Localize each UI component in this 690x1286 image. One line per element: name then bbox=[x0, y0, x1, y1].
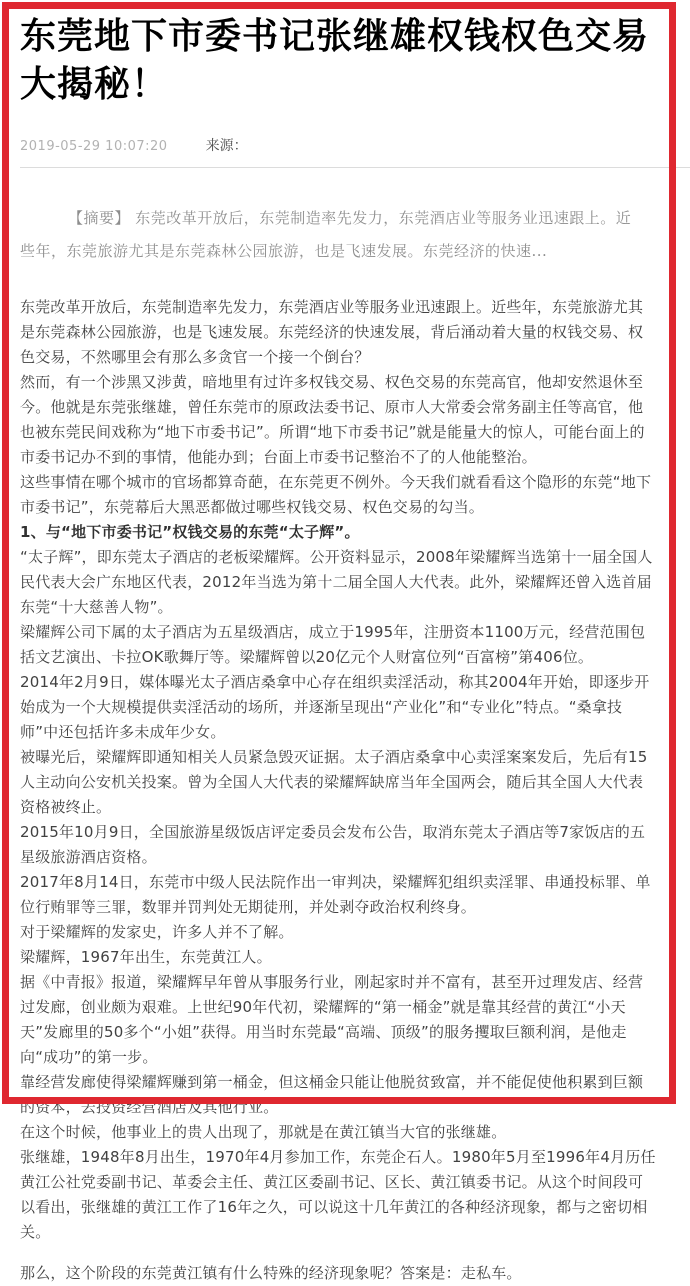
article-paragraph: 据《中青报》报道，梁耀辉早年曾从事服务行业，刚起家时并不富有，甚至开过理发店、经营过发廊，创业颇为艰难。上世纪90年代初，梁耀辉的“第一桶金”就是靠其经营的黄江“小天天”发廊里的50多个“小姐”获得。用当时东莞最“高端、顶级”的服务攫取巨额利润，是他走向“成功”的第一步。 bbox=[20, 973, 644, 1066]
article-paragraph: 2017年8月14日，东莞市中级人民法院作出一审判决，梁耀辉犯组织卖淫罪、串通投标罪、单位行贿罪等三罪，数罪并罚判处无期徒刑，并处剥夺政治权利终身。 bbox=[20, 873, 651, 916]
article-paragraph: 被曝光后，梁耀辉即通知相关人员紧急毁灭证据。太子酒店桑拿中心卖淫案案发后，先后有15人主动向公安机关投案。曾为全国人大代表的梁耀辉缺席当年全国两会，随后其全国人大代表资格被终止。 bbox=[20, 748, 648, 816]
page-title: 东莞地下市委书记张继雄权钱权色交易大揭秘！ bbox=[20, 16, 650, 105]
article-paragraph: “太子辉”，即东莞太子酒店的老板梁耀辉。公开资料显示，2008年梁耀辉当选第十一届全国人民代表大会广东地区代表，2012年当选为第十二届全国人大代表。此外，梁耀辉还曾入选首届东莞“十大慈善人物”。 bbox=[20, 548, 653, 616]
article-paragraph: 2014年2月9日，媒体曝光太子酒店桑拿中心存在组织卖淫活动，称其2004年开始，即逐步开始成为一个大规模提供卖淫活动的场所，并逐渐呈现出“产业化”和“专业化”特点。“桑拿技师”中还包括许多未成年少女。 bbox=[20, 673, 650, 741]
article-paragraph: 东莞改革开放后，东莞制造率先发力，东莞酒店业等服务业迅速跟上。近些年，东莞旅游尤其是东莞森林公园旅游，也是飞速发展。东莞经济的快速发展，背后涌动着大量的权钱交易、权色交易，不然哪里会有那么多贪官一个接一个倒台？ bbox=[20, 298, 644, 366]
article-paragraph: 对于梁耀辉的发家史，许多人并不了解。 bbox=[20, 923, 294, 941]
article-paragraph: 这些事情在哪个城市的官场都算奇葩，在东莞更不例外。今天我们就看看这个隐形的东莞“地下市委书记”，东莞幕后大黑恶都做过哪些权钱交易、权色交易的勾当。 bbox=[20, 473, 652, 516]
article-paragraph: 然而，有一个涉黑又涉黄，暗地里有过许多权钱交易、权色交易的东莞高官，他却安然退休至今。他就是东莞张继雄，曾任东莞市的原政法委书记、原市人大常委会常务副主任等高官，他也被东莞民间戏称为“地下市委书记”。所谓“地下市委书记”就是能量大的惊人，可能台面上的市委书记办不到的事情，他能办到；台面上市委书记整治不了的人他能整治。 bbox=[20, 373, 645, 466]
article-paragraph-outside-annotation: 那么，这个阶段的东莞黄江镇有什么特殊的经济现象呢？答案是：走私车。 bbox=[20, 1264, 522, 1282]
article-paragraph: 靠经营发廊使得梁耀辉赚到第一桶金，但这桶金只能让他脱贫致富，并不能促使他积累到巨额的资本，去投资经营酒店及其他行业。 bbox=[20, 1073, 644, 1116]
article-paragraph: 梁耀辉，1967年出生，东莞黄江人。 bbox=[20, 948, 272, 966]
publish-timestamp: 2019-05-29 10:07:20 bbox=[20, 139, 168, 154]
article-meta bbox=[20, 135, 658, 155]
article-paragraph: 在这个时候，他事业上的贵人出现了，那就是在黄江镇当大官的张继雄。 bbox=[20, 1123, 507, 1141]
article-paragraph: 2015年10月9日，全国旅游星级饭店评定委员会发布公告，取消东莞太子酒店等7家饭店的五星级旅游酒店资格。 bbox=[20, 823, 646, 866]
section-heading: 1、与“地下市委书记”权钱交易的东莞“太子辉”。 bbox=[20, 523, 360, 541]
source-label: 来源： bbox=[205, 138, 248, 154]
article-body bbox=[20, 295, 658, 1245]
article-paragraph: 张继雄，1948年8月出生，1970年4月参加工作，东莞企石人。1980年5月至1996年4月历任黄江公社党委副书记、革委会主任、黄江区委副书记、区长、黄江镇委书记。从这个时间段可以看出，张继雄的黄江工作了16年之久，可以说这十几年黄江的各种经济现象，都与之密切相关。 bbox=[20, 1148, 656, 1241]
article-paragraph: 梁耀辉公司下属的太子酒店为五星级酒店，成立于1995年，注册资本1100万元，经营范围包括文艺演出、卡拉OK歌舞厅等。梁耀辉曾以20亿元个人财富位列“百富榜”第406位。 bbox=[20, 623, 646, 666]
article-abstract: 【摘要】 东莞改革开放后，东莞制造率先发力，东莞酒店业等服务业迅速跟上。近些年，东莞旅游尤其是东莞森林公园旅游，也是飞速发展。东莞经济的快速... bbox=[20, 209, 632, 260]
